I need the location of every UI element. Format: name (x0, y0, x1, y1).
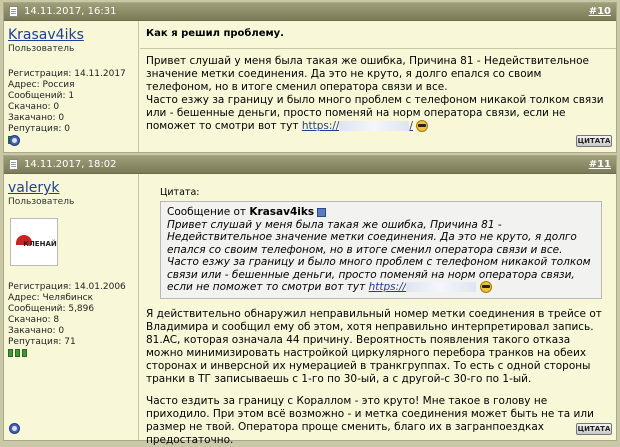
post-11 (3, 155, 617, 446)
post-header (4, 3, 616, 21)
user-stat: Сообщений: 1 (8, 91, 75, 101)
quote-text: Привет слушай у меня была такая же ошибка, Причина 81 - Недействительное значение метки соединения. Да это не круто, я долго епался со своим телефоном, но в итоге сменил оператора связи и все. (167, 218, 577, 256)
post-date: 14.11.2017, 18:02 (24, 159, 117, 170)
username-link[interactable]: valeryk (8, 180, 60, 196)
quote-block (160, 201, 602, 299)
avatar-text: КЛЕНАЙ (23, 239, 57, 248)
post-content (140, 21, 616, 152)
quote-text: Часто езжу за границу и было много проблем с телефоном никакой толком связи или - бешенные деньги, просто поменяй на норм оператора связи, если не поможет то смотри вот тут https:// (167, 256, 591, 293)
user-stat: Закачано: 0 (8, 113, 65, 123)
quote-link[interactable]: https:// (369, 281, 477, 293)
quote-label: Цитата: (160, 187, 200, 198)
user-stat: Репутация: 71 (8, 337, 76, 347)
post-number-link[interactable]: #11 (588, 159, 611, 170)
username-link[interactable]: Krasav4iks (8, 27, 84, 43)
post-icon (9, 159, 18, 170)
post-header (4, 156, 616, 174)
user-info (4, 174, 139, 440)
view-post-icon[interactable] (317, 208, 326, 217)
smiley-icon (416, 120, 428, 132)
post-text: Часто езжу за границу и было много проблем с телефоном никакой толком связи или - бешенные деньги, просто поменяй на норм оператора связи, если не поможет то смотри вот тут https:// / (146, 94, 604, 132)
post-text: Часто ездить за границу с Кораллом - это круто! Мне такое в голову не приходило. При этом всё возможно - и метка соединения может быть не та или размер не твой. Оператора проще сменить, благо их в загранпоездках предостаточно. (146, 394, 594, 446)
user-stat: Скачано: 8 (8, 315, 60, 325)
user-stat: Репутация: 0 (8, 124, 70, 134)
post-link[interactable]: https:// / (301, 120, 413, 132)
report-icon[interactable] (9, 135, 20, 146)
user-info (4, 21, 139, 152)
post-icon (9, 6, 18, 17)
post-10 (3, 2, 617, 153)
user-stat: Регистрация: 14.01.2006 (8, 282, 126, 292)
user-stat: Регистрация: 14.11.2017 (8, 69, 126, 79)
post-text: Я действительно обнаружил неправильный номер метки соединения в трейсе от Владимира и сообщил ему об этом, хотя неправильно интерпретировал запись. 81.AC, которая означала 44 причину. Вероятность появления такого отказа можно минимизировать настройкой циркулярного перебора транков на обеих сторонах и инверсной их нумерацией в транкгруппах. То есть с одной стороны транки в ТГ записываешь с 1-го по 30-ый, а с другой-с 30-го по 1-ый. (146, 307, 602, 385)
user-stat: Адрес: Россия (8, 80, 75, 90)
quote-button[interactable]: ЦИТАТА (577, 137, 611, 145)
user-stat: Скачано: 0 (8, 102, 60, 112)
quote-button[interactable]: ЦИТАТА (577, 425, 611, 433)
post-date: 14.11.2017, 16:31 (24, 6, 117, 17)
report-icon[interactable] (9, 423, 20, 434)
post-content (140, 174, 616, 446)
reputation-bars (8, 349, 134, 357)
user-stat: Сообщений: 5,896 (8, 304, 95, 314)
user-title: Пользователь (8, 197, 75, 207)
user-stat: Закачано: 0 (8, 326, 65, 336)
post-text: Привет слушай у меня была такая же ошибка, Причина 81 - Недействительное значение метки соединения. Да это не круто, я долго епался со своим телефоном, но в итоге сменил оператора связи и все. (146, 55, 590, 93)
reputation-bars (8, 136, 134, 144)
avatar[interactable] (10, 218, 58, 266)
quote-header: Сообщение от Krasav4iks (167, 206, 595, 219)
post-title: Как я решил проблему. (146, 28, 284, 39)
post-number-link[interactable]: #10 (588, 6, 611, 17)
user-stat: Адрес: Челябинск (8, 293, 94, 303)
user-title: Пользователь (8, 44, 75, 54)
smiley-icon (480, 281, 492, 293)
